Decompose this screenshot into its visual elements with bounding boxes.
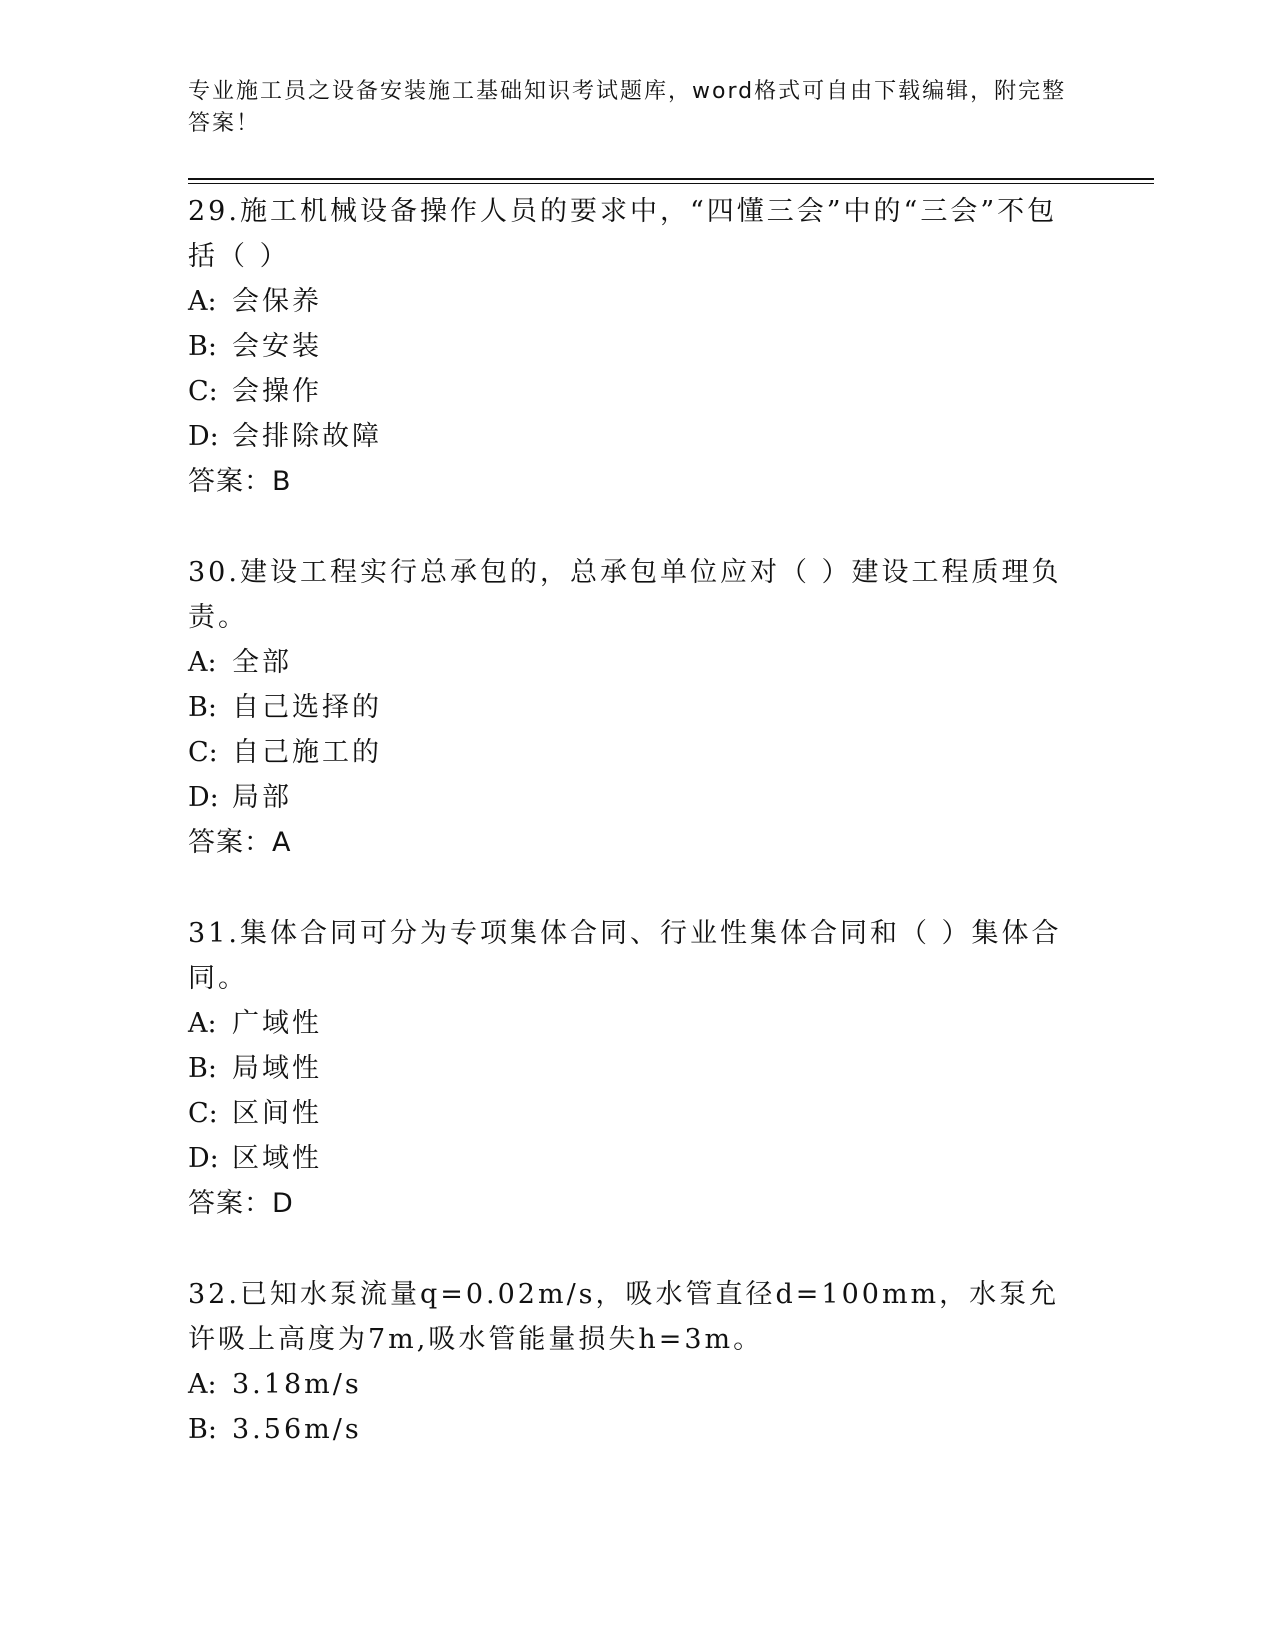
option-b (188, 685, 1078, 730)
option-text: 局域性 (232, 1053, 322, 1084)
option-b (188, 1407, 1078, 1452)
option-b (188, 324, 1078, 369)
option-letter: A: (188, 286, 217, 317)
option-text: 区间性 (232, 1098, 322, 1129)
option-letter: A: (188, 1369, 217, 1400)
option-letter: B: (188, 1414, 217, 1445)
question-stem: 30.建设工程实行总承包的，总承包单位应对（ ）建设工程质理负责。 (188, 557, 1062, 633)
option-text: 会排除故障 (232, 421, 382, 452)
option-a (188, 279, 1078, 324)
option-letter: D: (188, 1143, 219, 1174)
option-a (188, 1001, 1078, 1046)
option-b (188, 1046, 1078, 1091)
question-list (188, 189, 1078, 1452)
spacer (188, 865, 1078, 911)
spacer (188, 1226, 1078, 1272)
question-30 (188, 550, 1078, 865)
option-letter: B: (188, 331, 217, 362)
option-text: 广域性 (232, 1008, 322, 1039)
option-d (188, 414, 1078, 459)
option-a (188, 640, 1078, 685)
option-text: 全部 (232, 647, 292, 678)
option-c (188, 730, 1078, 775)
option-d (188, 1136, 1078, 1181)
question-32 (188, 1272, 1078, 1452)
question-31 (188, 911, 1078, 1226)
answer-line: 答案：B (188, 466, 292, 497)
header-rule-thin (188, 183, 1154, 184)
option-letter: C: (188, 1098, 218, 1129)
document-header: 专业施工员之设备安装施工基础知识考试题库，word格式可自由下载编辑，附完整答案！ (188, 79, 1067, 136)
option-text: 自己选择的 (232, 692, 382, 723)
question-stem: 29.施工机械设备操作人员的要求中，“四懂三会”中的“三会”不包括（ ） (188, 196, 1058, 272)
option-letter: D: (188, 782, 219, 813)
question-29 (188, 189, 1078, 504)
header-rule-thick (188, 178, 1154, 180)
option-d (188, 775, 1078, 820)
option-text: 局部 (232, 782, 292, 813)
answer-line: 答案：D (188, 1188, 294, 1219)
option-letter: B: (188, 1053, 217, 1084)
question-stem: 31.集体合同可分为专项集体合同、行业性集体合同和（ ）集体合同。 (188, 918, 1062, 994)
option-letter: B: (188, 692, 217, 723)
option-letter: A: (188, 647, 217, 678)
option-a (188, 1362, 1078, 1407)
option-c (188, 369, 1078, 414)
option-c (188, 1091, 1078, 1136)
option-letter: C: (188, 737, 218, 768)
question-stem: 32.已知水泵流量q=0.02m/s，吸水管直径d=100mm，水泵允许吸上高度为7m,吸水管能量损失h=3m。 (188, 1279, 1060, 1355)
option-text: 会安装 (232, 331, 322, 362)
option-text: 会保养 (232, 286, 322, 317)
option-text: 3.18m/s (232, 1369, 362, 1400)
option-text: 3.56m/s (232, 1414, 362, 1445)
option-letter: C: (188, 376, 218, 407)
option-letter: A: (188, 1008, 217, 1039)
option-text: 会操作 (232, 376, 322, 407)
option-text: 自己施工的 (232, 737, 382, 768)
spacer (188, 504, 1078, 550)
option-text: 区域性 (232, 1143, 322, 1174)
option-letter: D: (188, 421, 219, 452)
answer-line: 答案：A (188, 827, 292, 858)
